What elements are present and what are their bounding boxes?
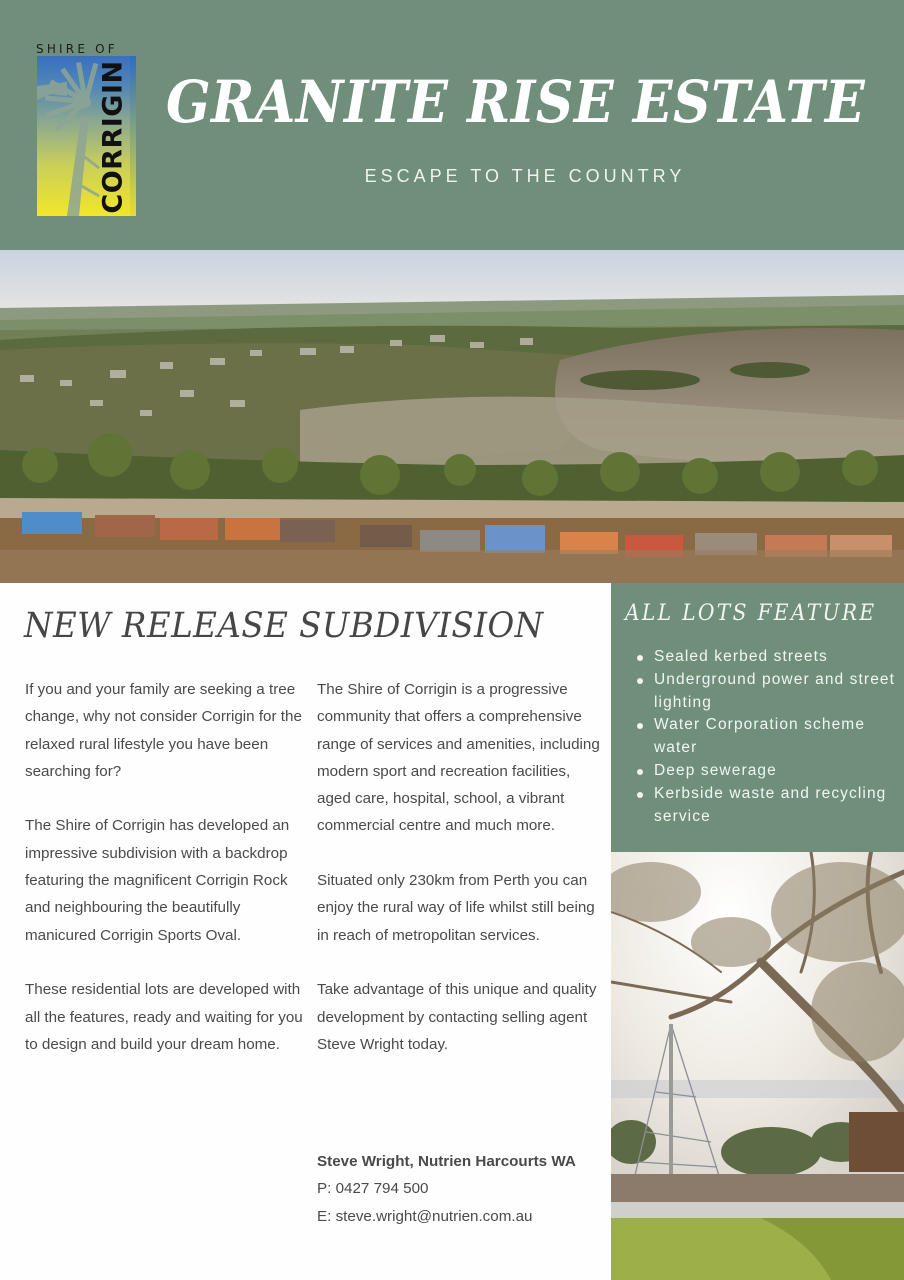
features-panel bbox=[611, 583, 904, 852]
windmill-icon bbox=[37, 56, 107, 216]
playground-image bbox=[611, 852, 904, 1280]
playground-photo bbox=[611, 852, 904, 1280]
feature-item: Sealed kerbed streets bbox=[635, 646, 897, 669]
agent-contact bbox=[317, 1148, 607, 1230]
paragraph: Situated only 230km from Perth you can enjoy the rural way of life whilst still being in reach of metropolitan services. bbox=[317, 872, 595, 944]
shire-of-corrigin-logo bbox=[36, 42, 138, 217]
feature-item: Kerbside waste and recycling service bbox=[635, 783, 897, 829]
hero-aerial-photo bbox=[0, 250, 904, 583]
paragraph: These residential lots are developed with all the features, ready and waiting for you to design and build your dream home. bbox=[25, 981, 303, 1053]
logo-graphic bbox=[37, 56, 136, 216]
feature-item: Deep sewerage bbox=[635, 760, 897, 783]
agent-phone[interactable]: P: 0427 794 500 bbox=[317, 1180, 429, 1198]
right-text-column bbox=[317, 676, 607, 1085]
left-text-column bbox=[25, 676, 315, 1085]
aerial-landscape-image bbox=[0, 250, 904, 583]
header-banner bbox=[0, 0, 904, 250]
features-title: ALL LOTS FEATURE bbox=[625, 601, 877, 626]
agent-email[interactable]: E: steve.wright@nutrien.com.au bbox=[317, 1207, 533, 1225]
features-list bbox=[635, 646, 897, 828]
logo-top-text: SHIRE OF bbox=[36, 42, 118, 56]
paragraph: If you and your family are seeking a tree change, why not consider Corrigin for the relaxed rural lifestyle you have been searching for? bbox=[25, 681, 302, 780]
paragraph: Take advantage of this unique and quality development by contacting selling agent Steve Wright today. bbox=[317, 981, 597, 1053]
feature-item: Underground power and street lighting bbox=[635, 669, 897, 715]
page-subtitle: ESCAPE TO THE COUNTRY bbox=[364, 166, 686, 186]
logo-stripe bbox=[130, 56, 136, 216]
section-heading: NEW RELEASE SUBDIVISION bbox=[24, 606, 544, 646]
page-title: GRANITE RISE ESTATE bbox=[166, 68, 866, 136]
paragraph: The Shire of Corrigin has developed an impressive subdivision with a backdrop featuring the magnificent Corrigin Rock and neighbouring the beautifully manicured Corrigin Sports Oval. bbox=[25, 817, 290, 944]
logo-wordmark: CORRIGIN bbox=[97, 60, 129, 214]
feature-item: Water Corporation scheme water bbox=[635, 714, 897, 760]
paragraph: The Shire of Corrigin is a progressive community that offers a comprehensive range of services and amenities, including modern sport and recreation facilities, aged care, hospital, school, a vibrant commercial centre and much more. bbox=[317, 681, 600, 835]
agent-name: Steve Wright, Nutrien Harcourts WA bbox=[317, 1153, 576, 1170]
